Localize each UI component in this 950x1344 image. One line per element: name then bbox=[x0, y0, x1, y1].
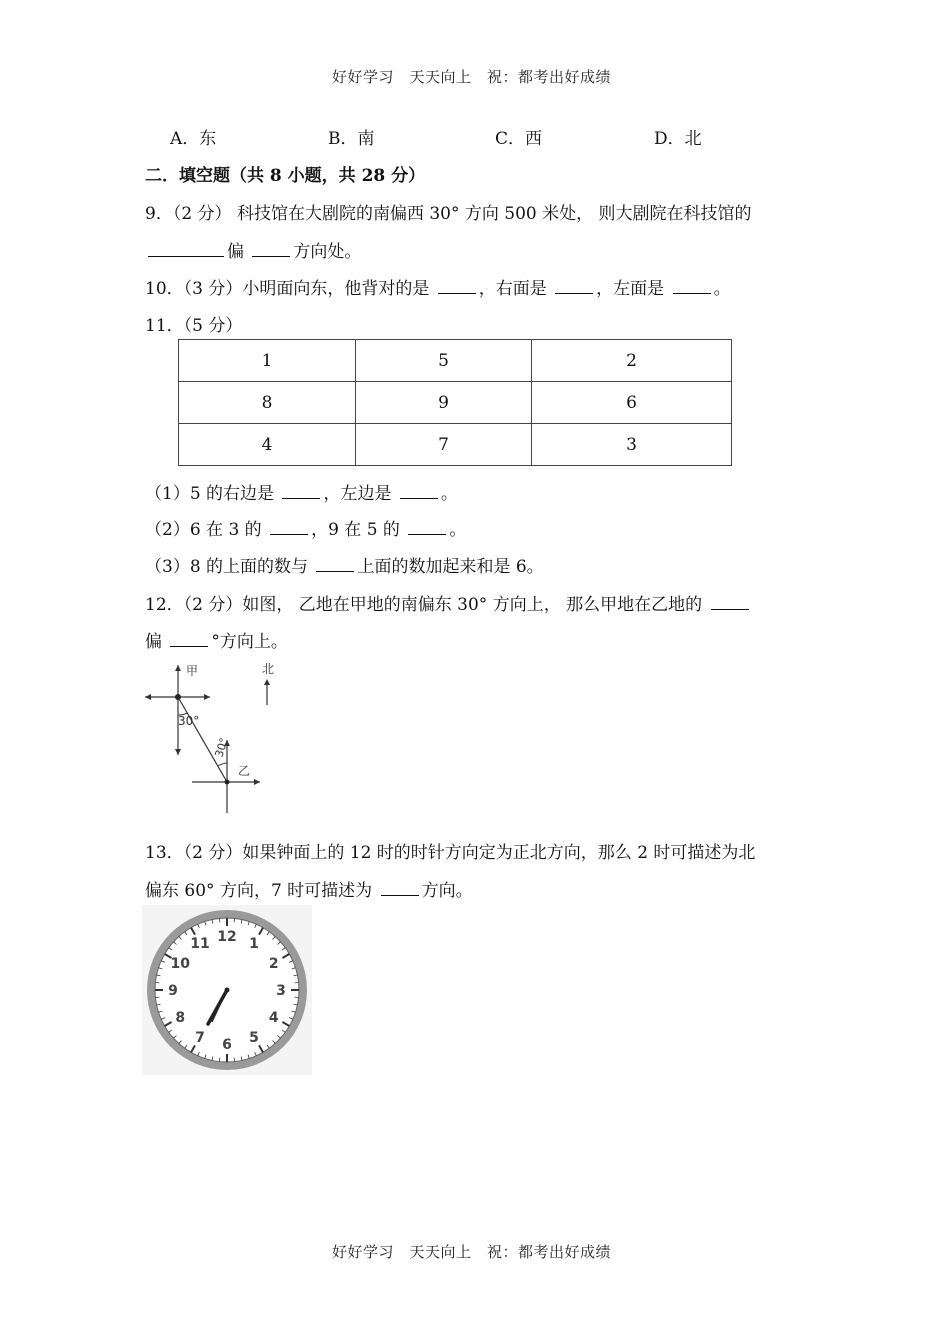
q9-mid: 偏 bbox=[227, 242, 244, 262]
angle-arc-yi bbox=[218, 763, 227, 766]
q13-clock bbox=[142, 905, 312, 1075]
q13-line1: 13．（2 分）如果钟面上的 12 时的时针方向定为正北方向，那么 2 时可描述为北 bbox=[145, 843, 756, 863]
q13-line2 bbox=[145, 876, 473, 901]
jia-east-arrow bbox=[204, 694, 210, 700]
q11-sub1-text-b: ，左边是 bbox=[323, 484, 392, 504]
section-title: 二．填空题（共 8 小题，共 28 分） bbox=[145, 166, 426, 186]
q12-blank-2[interactable] bbox=[170, 630, 208, 647]
q9-line2 bbox=[145, 237, 361, 262]
q11-sub3-text-a: （3）8 的上面的数与 bbox=[145, 557, 309, 577]
north-label: 北 bbox=[262, 662, 275, 676]
q11-sub1-blank-2[interactable] bbox=[400, 482, 438, 499]
q11-sub3 bbox=[145, 552, 544, 577]
q11-table bbox=[178, 339, 732, 466]
option-d: D．北 bbox=[654, 129, 702, 149]
q10-text-a: 10．（3 分）小明面向东，他背对的是 bbox=[145, 279, 430, 299]
q10-text-c: ，左面是 bbox=[596, 279, 665, 299]
clock-number: 9 bbox=[168, 983, 178, 999]
q9-end: 方向处。 bbox=[293, 242, 362, 262]
q11-sub2-text-c: 。 bbox=[449, 520, 467, 540]
clock-number: 4 bbox=[268, 1010, 279, 1026]
q10-text-d: 。 bbox=[713, 279, 731, 299]
option-b: B．南 bbox=[328, 129, 375, 149]
q11-sub2-blank-1[interactable] bbox=[270, 518, 308, 535]
angle-label-jia: 30° bbox=[178, 714, 200, 728]
option-c: C．西 bbox=[495, 129, 543, 149]
q11-title: 11．（5 分） bbox=[145, 316, 243, 336]
clock-number: 6 bbox=[222, 1037, 232, 1053]
q10-line bbox=[145, 274, 731, 299]
q11-sub2-text-b: ，9 在 5 的 bbox=[311, 520, 400, 540]
clock-number: 11 bbox=[190, 936, 210, 953]
table-cell: 2 bbox=[532, 340, 732, 382]
jia-west-arrow bbox=[145, 694, 151, 700]
q9-blank-2[interactable] bbox=[252, 240, 290, 257]
q12-text: 12．（2 分）如图， 乙地在甲地的南偏东 30° 方向上， 那么甲地在乙地的 bbox=[145, 595, 703, 615]
clock-number: 7 bbox=[195, 1029, 205, 1046]
q10-blank-3[interactable] bbox=[673, 277, 711, 294]
q12-line2 bbox=[145, 627, 288, 652]
yi-label: 乙 bbox=[238, 764, 251, 778]
q11-sub3-text-b: 上面的数加起来和是 6。 bbox=[357, 557, 544, 577]
jia-south-arrow bbox=[175, 749, 181, 755]
q13-text-b: 方向。 bbox=[421, 881, 473, 901]
jia-north-arrow bbox=[175, 665, 181, 671]
table-cell: 6 bbox=[532, 382, 732, 424]
q10-blank-1[interactable] bbox=[438, 277, 476, 294]
clock-number: 5 bbox=[249, 1029, 259, 1046]
table-cell: 4 bbox=[179, 424, 356, 466]
q11-sub2 bbox=[145, 515, 466, 540]
clock-number: 10 bbox=[170, 956, 190, 972]
clock-center bbox=[225, 988, 230, 993]
yi-east-arrow bbox=[254, 779, 260, 785]
page-footer: 好好学习 天天向上 祝：都考出好成绩 bbox=[332, 1243, 612, 1261]
table-row bbox=[179, 382, 732, 424]
table-cell: 5 bbox=[356, 340, 532, 382]
q12-text-b: °方向上。 bbox=[211, 632, 288, 652]
q10-blank-2[interactable] bbox=[555, 277, 593, 294]
q11-sub1-text-a: （1）5 的右边是 bbox=[145, 484, 275, 504]
q11-sub1-text-c: 。 bbox=[440, 484, 458, 504]
q11-sub3-blank[interactable] bbox=[316, 555, 354, 572]
table-cell: 7 bbox=[356, 424, 532, 466]
q13-text-a: 偏东 60° 方向，7 时可描述为 bbox=[145, 881, 373, 901]
option-a: A．东 bbox=[170, 129, 217, 149]
angle-label-yi: 30° bbox=[212, 736, 231, 759]
table-row bbox=[179, 340, 732, 382]
q11-sub2-text-a: （2）6 在 3 的 bbox=[145, 520, 262, 540]
table-cell: 8 bbox=[179, 382, 356, 424]
clock-number: 2 bbox=[268, 956, 279, 972]
q13-blank[interactable] bbox=[381, 879, 419, 896]
q9-line1: 9．（2 分） 科技馆在大剧院的南偏西 30° 方向 500 米处， 则大剧院在科技馆的 bbox=[145, 204, 752, 224]
table-cell: 9 bbox=[356, 382, 532, 424]
q10-text-b: ，右面是 bbox=[478, 279, 547, 299]
north-arrow-icon bbox=[264, 679, 270, 685]
clock-number: 8 bbox=[175, 1010, 186, 1026]
table-row bbox=[179, 424, 732, 466]
q11-sub1 bbox=[145, 479, 458, 504]
q12-line1 bbox=[145, 590, 752, 615]
page-header: 好好学习 天天向上 祝：都考出好成绩 bbox=[332, 68, 612, 86]
table-cell: 3 bbox=[532, 424, 732, 466]
q12-diagram bbox=[140, 655, 290, 820]
table-cell: 1 bbox=[179, 340, 356, 382]
q12-blank-1[interactable] bbox=[711, 593, 749, 610]
clock-number: 1 bbox=[249, 936, 259, 953]
q9-blank-1[interactable] bbox=[148, 240, 224, 257]
q11-sub2-blank-2[interactable] bbox=[408, 518, 446, 535]
q11-sub1-blank-1[interactable] bbox=[282, 482, 320, 499]
yi-point bbox=[225, 780, 230, 785]
clock-number: 12 bbox=[217, 929, 237, 945]
clock-number: 3 bbox=[276, 983, 286, 999]
q12-text-a: 偏 bbox=[145, 632, 162, 652]
jia-label: 甲 bbox=[186, 664, 199, 678]
